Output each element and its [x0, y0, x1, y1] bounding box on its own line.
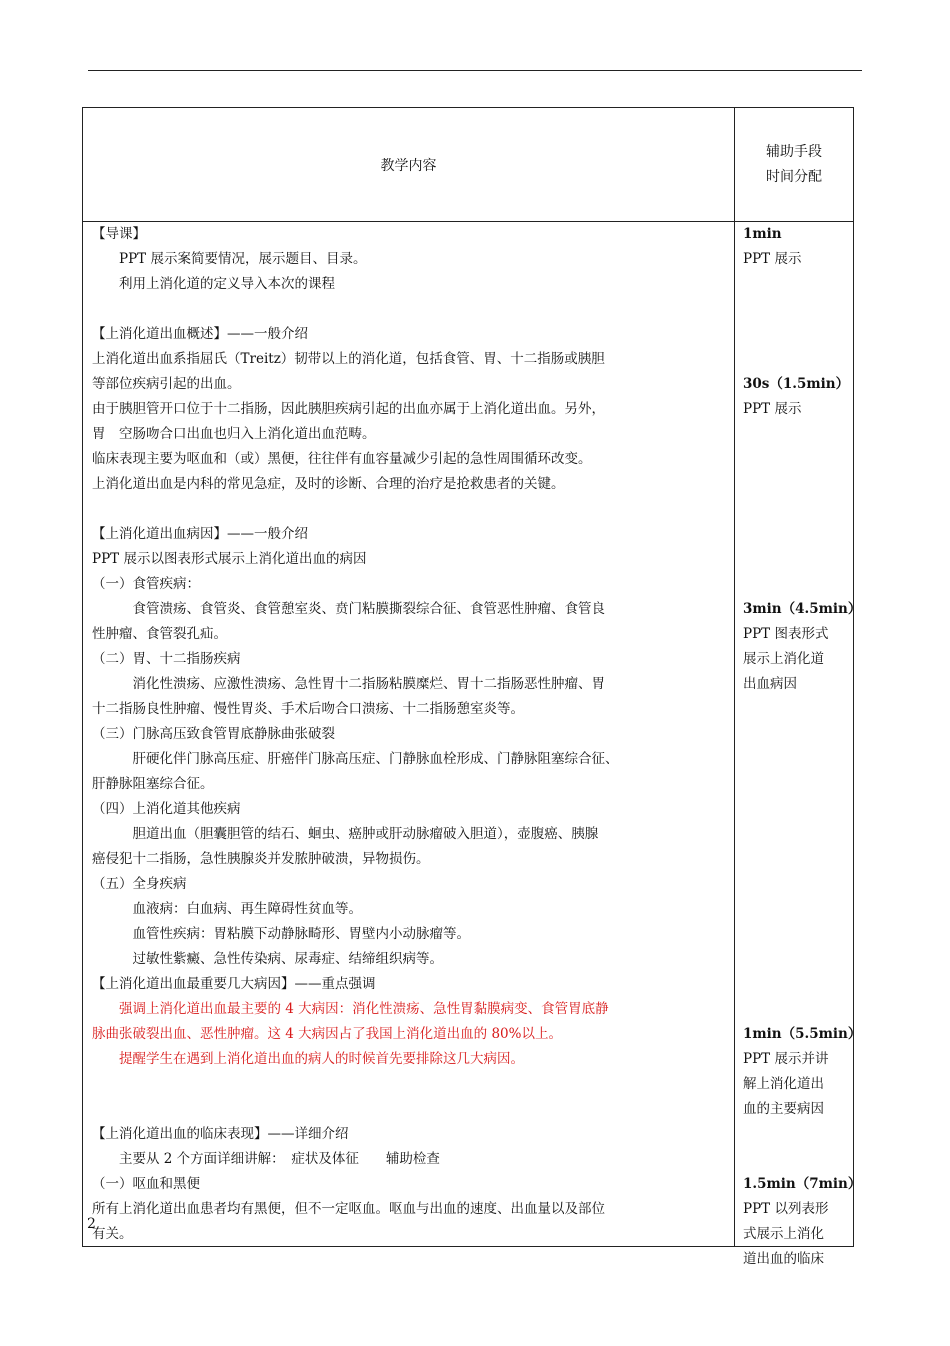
- content-line: 肝硬化伴门脉高压症、肝癌伴门脉高压症、门静脉血栓形成、门静脉阻塞综合征、: [92, 751, 619, 767]
- aux-line: 血的主要病因: [743, 1101, 824, 1117]
- content-line: 【上消化道出血的临床表现】——详细介绍: [92, 1126, 349, 1142]
- aux-line: PPT 展示并讲: [743, 1051, 829, 1067]
- aux-line: 展示上消化道: [743, 651, 824, 667]
- content-line: 临床表现主要为呕血和（或）黑便，往往伴有血容量减少引起的急性周围循环改变。: [92, 451, 592, 467]
- content-line: PPT 展示案简要情况，展示题目、目录。: [92, 251, 367, 267]
- content-line: 主要从 2 个方面详细讲解： 症状及体征 辅助检查: [92, 1151, 440, 1167]
- aux-line: 出血病因: [743, 676, 797, 692]
- aux-column-title-line2: 时间分配: [766, 168, 822, 185]
- content-line: 血液病：白血病、再生障碍性贫血等。: [92, 901, 362, 917]
- content-line: 消化性溃疡、应激性溃疡、急性胃十二指肠粘膜糜烂、胃十二指肠恶性肿瘤、胃: [92, 676, 605, 692]
- content-line: 胃 空肠吻合口出血也归入上消化道出血范畴。: [92, 426, 376, 442]
- content-line: 【导课】: [92, 226, 146, 242]
- content-line: 等部位疾病引起的出血。: [92, 376, 241, 392]
- lesson-table: [82, 107, 862, 1267]
- content-line: PPT 展示以图表形式展示上消化道出血的病因: [92, 551, 367, 567]
- content-line: （五）全身疾病: [92, 876, 187, 892]
- aux-line: PPT 以列表形: [743, 1201, 829, 1217]
- header-rule: [88, 70, 862, 71]
- content-line: 性肿瘤、食管裂孔疝。: [92, 626, 227, 642]
- content-column-header: [83, 108, 734, 221]
- aux-line: 3min（4.5min）: [743, 601, 862, 617]
- aux-line: PPT 图表形式: [743, 626, 829, 642]
- content-line: 过敏性紫癜、急性传染病、尿毒症、结缔组织病等。: [92, 951, 443, 967]
- aux-line: PPT 展示: [743, 401, 802, 417]
- aux-line: 道出血的临床: [743, 1251, 824, 1267]
- content-line: 所有上消化道出血患者均有黑便，但不一定呕血。呕血与出血的速度、出血量以及部位: [92, 1201, 605, 1217]
- content-line: 脉曲张破裂出血、恶性肿瘤。这 4 大病因占了我国上消化道出血的 80%以上。: [92, 1026, 562, 1042]
- page-number: 2: [87, 1216, 96, 1232]
- content-column-title: 教学内容: [380, 157, 437, 174]
- content-line: （一）呕血和黑便: [92, 1176, 200, 1192]
- content-line: 上消化道出血系指屈氏（Treitz）韧带以上的消化道，包括食管、胃、十二指肠或胰胆: [92, 351, 605, 367]
- aux-line: 1min（5.5min）: [743, 1026, 862, 1042]
- content-line: 【上消化道出血病因】——一般介绍: [92, 526, 308, 542]
- content-line: 强调上消化道出血最主要的 4 大病因：消化性溃疡、急性胃黏膜病变、食管胃底静: [92, 1001, 609, 1017]
- aux-line: 30s（1.5min）: [743, 376, 850, 392]
- content-line: 提醒学生在遇到上消化道出血的病人的时候首先要排除这几大病因。: [92, 1051, 524, 1067]
- aux-column-title-line1: 辅助手段: [766, 143, 822, 160]
- content-line: （四）上消化道其他疾病: [92, 801, 241, 817]
- content-line: 十二指肠良性肿瘤、慢性胃炎、手术后吻合口溃疡、十二指肠憩室炎等。: [92, 701, 524, 717]
- content-line: 血管性疾病：胃粘膜下动静脉畸形、胃壁内小动脉瘤等。: [92, 926, 470, 942]
- content-line: 上消化道出血是内科的常见急症，及时的诊断、合理的治疗是抢救患者的关键。: [92, 476, 565, 492]
- content-line: 【上消化道出血最重要几大病因】——重点强调: [92, 976, 376, 992]
- content-line: 有关。: [92, 1226, 133, 1242]
- content-line: 利用上消化道的定义导入本次的课程: [92, 276, 335, 292]
- content-line: （二）胃、十二指肠疾病: [92, 651, 241, 667]
- content-line: 【上消化道出血概述】——一般介绍: [92, 326, 308, 342]
- content-line: 癌侵犯十二指肠，急性胰腺炎并发脓肿破溃，异物损伤。: [92, 851, 430, 867]
- aux-line: 1.5min（7min）: [743, 1176, 862, 1192]
- column-divider: [734, 108, 735, 1246]
- aux-line: 解上消化道出: [743, 1076, 824, 1092]
- aux-column-header: [735, 108, 853, 221]
- content-line: （三）门脉高压致食管胃底静脉曲张破裂: [92, 726, 335, 742]
- aux-line: PPT 展示: [743, 251, 802, 267]
- content-line: 由于胰胆管开口位于十二指肠，因此胰胆疾病引起的出血亦属于上消化道出血。另外，: [92, 401, 605, 417]
- content-line: 食管溃疡、食管炎、食管憩室炎、贲门粘膜撕裂综合征、食管恶性肿瘤、食管良: [92, 601, 605, 617]
- content-line: （一）食管疾病：: [92, 576, 200, 592]
- aux-line: 式展示上消化: [743, 1226, 824, 1242]
- content-line: 胆道出血（胆囊胆管的结石、蛔虫、癌肿或肝动脉瘤破入胆道），壶腹癌、胰腺: [92, 826, 599, 842]
- content-line: 肝静脉阻塞综合征。: [92, 776, 214, 792]
- header-divider: [83, 221, 853, 222]
- aux-line: 1min: [743, 226, 782, 242]
